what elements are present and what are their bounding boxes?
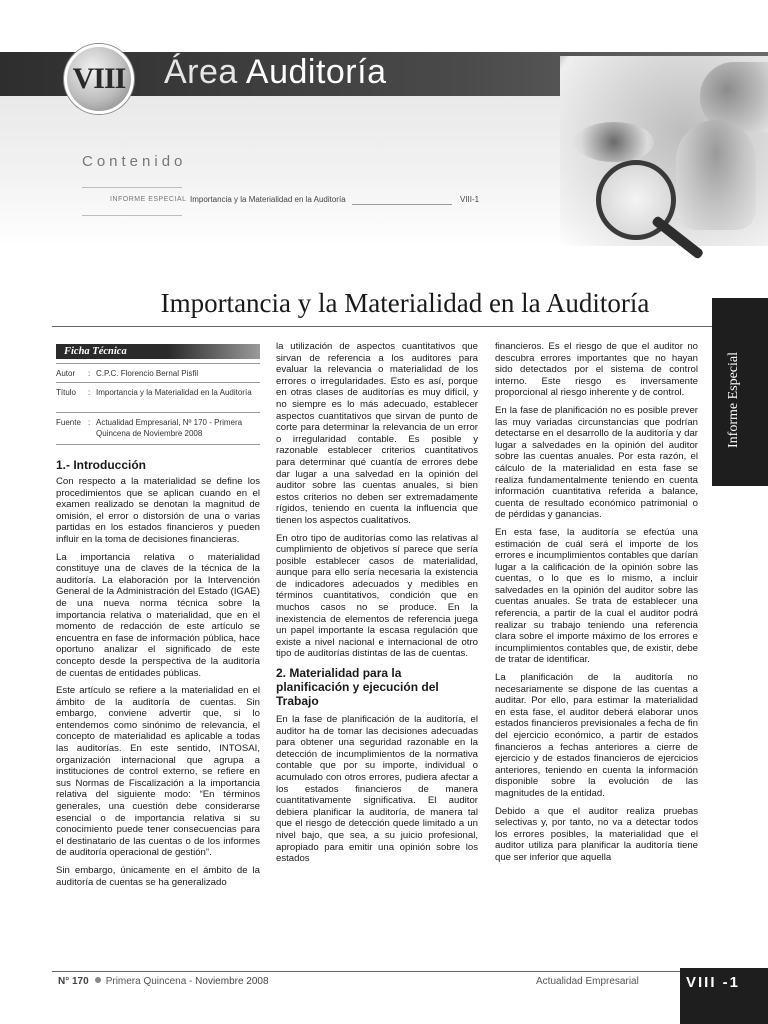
toc-section: INFORME ESPECIAL: [110, 196, 187, 203]
divider: [82, 215, 182, 216]
section-heading: 1.- Introducción: [56, 458, 146, 472]
ficha-heading-bar: [56, 344, 260, 359]
ficha-key: Fuente: [56, 418, 81, 427]
area-title: [164, 53, 387, 92]
ficha-heading: Ficha Técnica: [64, 346, 127, 357]
page-number-box: [680, 968, 768, 1024]
toc-entry-page: VIII-1: [460, 195, 480, 204]
ficha-value: Importancia y la Materialidad en la Auditoría: [96, 388, 252, 397]
footer-divider: [52, 971, 680, 972]
paragraph: Con respecto a la materialidad se define los procedimientos que se aplican cuando en el examen realizado se denotan la magnitud de omisión, el error o distorsión de una o varias partidas en los estados financieros y pueden influir en la toma de decisiones financieras.: [56, 476, 260, 545]
paragraph: Este artículo se refiere a la materialidad en el ámbito de la auditoría de cuentas. Sin embargo, conviene advertir que, si lo entendemos como sinónimo de relevancia, el concepto de materialidad es aplicable a todas las auditorías. En este sentido, INTOSAI, organización internacional que agrupa a instituciones de control externo, se refiere en sus Normas de Fiscalización a la importancia relativa del siguiente modo: “En términos generales, una cuestión debe considerarse esencial o de importancia relativa si su conocimiento puede tener consecuencias para el destinatario de las cuentas o de los informes de auditoría operacional de gestión”.: [56, 685, 260, 859]
paragraph: Sin embargo, únicamente en el ámbito de la auditoría de cuentas se ha generalizado: [56, 865, 260, 888]
eye-image: [574, 122, 654, 162]
title-divider: [52, 326, 712, 327]
ficha-colon: :: [88, 418, 91, 427]
paragraph: La importancia relativa o materialidad constituye una de claves de la técnica de la auditoría. La elaboración por la Intervención General de la Administración del Estado (IGAE) de una nueva norma técnica sobre la importancia relativa o materialidad, que en el momento de redacción de este artículo se encuentra en fase de información pública, hace oportuno analizar el significado de este concepto desde la perspectiva de la auditoría de cuentas de entidades públicas.: [56, 551, 260, 679]
ficha-key: Título: [56, 388, 77, 397]
ficha-value: C.P.C. Florencio Bernal Pisfil: [96, 369, 199, 378]
page-number: VIII -1: [686, 974, 741, 991]
ficha-row: [56, 417, 260, 441]
section-number: VIII: [72, 62, 126, 95]
divider: [56, 412, 260, 413]
toc-leader: [352, 204, 452, 205]
paragraph: En otro tipo de auditorías como las relativas al cumplimiento de objetivos sí parece que sería posible establecer casos de materialidad, aunque para ello sería necesaria la existencia de indicadores adecuados y medibles en términos cuantitativos, condición que en muchos casos no se produce. En la inexistencia de elementos de referencia juega un papel importante la escasa regulación que existe a nivel nacional e internacional de otro tipo de auditorías distintas de las de cuentas.: [276, 532, 478, 660]
issue-date: Noviembre 2008: [195, 976, 269, 987]
ficha-key: Autor: [56, 369, 76, 378]
ficha-value: Actualidad Empresarial, Nº 170 - Primera Quincena de Noviembre 2008: [96, 418, 243, 438]
ficha-colon: :: [88, 388, 91, 397]
person-image: [676, 120, 756, 230]
issue-number: N° 170: [58, 976, 89, 987]
side-tab-label: Informe Especial: [726, 351, 741, 448]
issue-period: Primera Quincena -: [105, 976, 196, 987]
paragraph: la utilización de aspectos cuantitativos que sirvan de referencia a los auditores para evaluar la relevancia o materialidad de los errores o irregularidades. Esto es así, porque en otras clases de auditorías es muy difícil, y no siempre es lo más adecuado, establecer aspectos cuantitativos que sirvan de punto de corte para determinar la relevancia de un error o irregularidad contable. Es posible y razonable establecer criterios cuantitativos para determinar qué cuantía de errores debe dar lugar a una salvedad en la opinión del auditor sobre las cuentas anuales, si bien estos criterios no deben ser extremadamente rígidos, teniendo en cuenta la influencia que tienen los aspectos cualitativos.: [276, 341, 478, 526]
column-1: [56, 458, 260, 894]
divider: [82, 187, 182, 188]
paragraph: En la fase de planificación no es posible prever las muy variadas circunstancias que podrían detectarse en el desarrollo de la auditoría y dar lugar a salvedades en la opinión del auditor sobre las cuentas anuales. Por esta razón, el cálculo de la materialidad en esta fase se realiza fundamentalmente teniendo en cuenta información cuantitativa referida a balance, cuenta de resultado económico patrimonial o de pérdidas y ganancias.: [495, 404, 698, 521]
divider: [56, 382, 260, 383]
contents-heading: Contenido: [82, 153, 187, 170]
paragraph: financieros. Es el riesgo de que el auditor no descubra errores importantes que no hayan sido detectados por el sistema de control interno. Este riesgo es inversamente proporcional al riesgo inherente y de control.: [495, 341, 698, 399]
ficha-colon: :: [88, 369, 91, 378]
article-title: Importancia y la Materialidad en la Auditoría: [160, 288, 650, 318]
header-top: [0, 0, 768, 52]
bullet-icon: [95, 977, 101, 983]
section-badge: [64, 44, 134, 114]
publication-name: Actualidad Empresarial: [536, 976, 639, 987]
footer-issue: [58, 976, 269, 987]
toc-entry-title: Importancia y la Materialidad en la Auditoría: [190, 195, 346, 204]
ficha-row: [56, 368, 260, 380]
column-3: [495, 341, 698, 870]
paragraph: La planificación de la auditoría no necesariamente se dispone de las cuentas a auditar. Por ello, para estimar la materialidad en esta fase, el auditor deberá elaborar unos estados financieros previsionales a fecha de fin del ejercicio económico, a partir de estados financieros a fechas anteriores a cierre de ejercicio y de estados financieros de ejercicios anteriores, teniendo en cuenta la información disponible sobre la evolución de las magnitudes de la entidad.: [495, 672, 698, 799]
area-word: Área: [164, 53, 238, 91]
ficha-row: [56, 387, 260, 411]
paragraph: En la fase de planificación de la auditoría, el auditor ha de tomar las decisiones adecuadas para obtener una seguridad razonable en la detección de incumplimientos de la normativa contable que por su importe, individual o acumulado con otros errores, pudiera afectar a los estados financieros de manera cuantitativamente significativa. El auditor debiera planificar la auditoría, de manera tal que el riesgo de detección quede limitado a un nivel bajo, que sea, a su juicio profesional, apropiado para emitir una opinión sobre los estados: [276, 714, 478, 865]
divider: [56, 444, 260, 445]
area-name: Auditoría: [245, 53, 387, 91]
section-heading: 2. Materialidad para la planificación y ejecución del Trabajo: [276, 666, 439, 709]
paragraph: Debido a que el auditor realiza pruebas selectivas y, por tanto, no va a detectar todos los errores posibles, la materialidad que el auditor utiliza para planificar la auditoría tiene que ser inferior que aquella: [495, 805, 698, 863]
divider: [56, 363, 260, 364]
column-2: [276, 341, 478, 871]
paragraph: En esta fase, la auditoría se efectúa una estimación de cuál será el importe de los errores e incumplimientos contables que darían lugar a la calificación de la opinión sobre las cuentas, o lo que es lo mismo, a incluir salvedades en la opinión del auditor sobre las cuentas anuales. Se trata de establecer una referencia, a partir de la cual el auditor podrá realizar su trabajo teniendo una referencia clara sobre el importe máximo de los errores e incumplimientos contables que, de existir, debe de tratar de identificar.: [495, 526, 698, 666]
